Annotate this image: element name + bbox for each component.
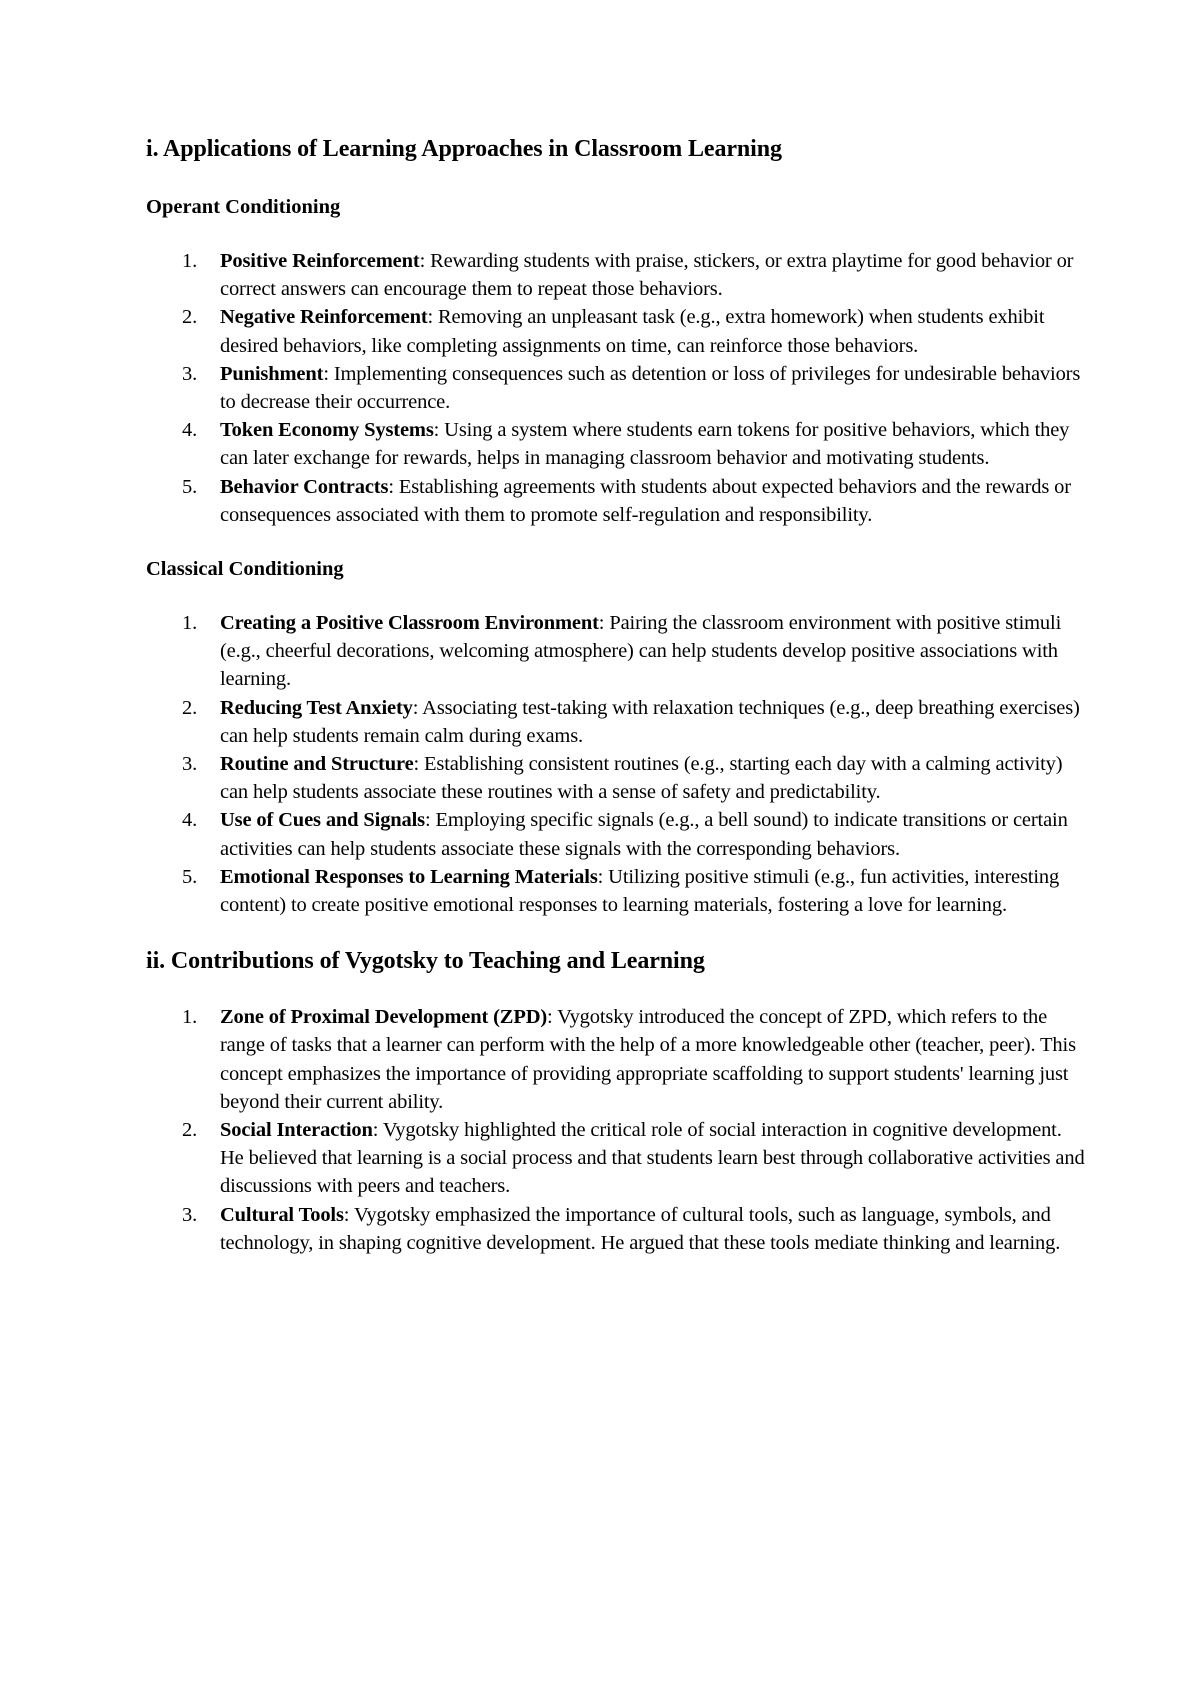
- item-number: 4.: [182, 419, 198, 442]
- item-number: 1.: [182, 612, 198, 635]
- section-title-applications: i. Applications of Learning Approaches in Classroom Learning: [146, 136, 782, 162]
- item-text: : Utilizing positive stimuli (e.g., fun activities, interesting content) to create positive emotional responses to learning materials, fostering a love for learning.: [220, 865, 1060, 917]
- item-text: : Pairing the classroom environment with positive stimuli (e.g., cheerful decorations, welcoming atmosphere) can help students develop positive associations with learning.: [220, 612, 1062, 691]
- item-text: : Associating test-taking with relaxation techniques (e.g., deep breathing exercises) can help students remain calm during exams.: [220, 696, 1080, 747]
- section-title-vygotsky: ii. Contributions of Vygotsky to Teaching and Learning: [146, 948, 705, 975]
- classical-list: [146, 609, 1086, 919]
- item-number: 4.: [182, 809, 198, 832]
- subsection-title-classical: Classical Conditioning: [146, 558, 344, 581]
- item-term: Routine and Structure: [220, 753, 414, 776]
- item-number: 3.: [182, 1203, 198, 1226]
- list-item: [146, 750, 1086, 806]
- item-text: : Establishing consistent routines (e.g., starting each day with a calming activity) can help students associate these routines with a sense of safety and predictability.: [220, 753, 1063, 804]
- item-number: 5.: [182, 475, 198, 498]
- item-term: Reducing Test Anxiety: [220, 696, 413, 719]
- item-text: : Establishing agreements with students about expected behaviors and the rewards or consequences associated with them to promote self-regulation and responsibility.: [220, 475, 1071, 526]
- list-item: [146, 416, 1086, 472]
- item-number: 1.: [182, 1006, 198, 1029]
- list-item: [146, 473, 1086, 529]
- subsection-title-operant: Operant Conditioning: [146, 196, 341, 218]
- item-term: Negative Reinforcement: [220, 306, 428, 329]
- item-text: : Rewarding students with praise, stickers, or extra playtime for good behavior or correct answers can encourage them to repeat those behaviors.: [220, 250, 1074, 301]
- list-item: [146, 1116, 1086, 1201]
- list-item: [146, 694, 1086, 750]
- item-text: : Vygotsky introduced the concept of ZPD, which refers to the range of tasks that a learner can perform with the help of a more knowledgeable other (teacher, peer). This concept emphasizes the importance of providing appropriate scaffolding to support students' learning just beyond their current ability.: [220, 1006, 1076, 1113]
- item-term: Creating a Positive Classroom Environment: [220, 612, 599, 635]
- list-item: [146, 247, 1086, 303]
- item-text: : Vygotsky highlighted the critical role of social interaction in cognitive development. He believed that learning is a social process and that students learn best through collaborative activities and discussions with peers and teachers.: [220, 1119, 1085, 1198]
- item-text: : Implementing consequences such as detention or loss of privileges for undesirable behaviors to decrease their occurrence.: [220, 362, 1081, 414]
- item-text: : Employing specific signals (e.g., a bell sound) to indicate transitions or certain activities can help students associate these signals with the corresponding behaviors.: [220, 809, 1068, 860]
- item-term: Emotional Responses to Learning Materials: [220, 865, 598, 888]
- item-number: 2.: [182, 696, 198, 719]
- list-item: [146, 1201, 1086, 1257]
- item-term: Use of Cues and Signals: [220, 809, 426, 832]
- item-term: Social Interaction: [220, 1119, 373, 1142]
- item-term: Zone of Proximal Development (ZPD): [220, 1006, 548, 1029]
- item-text: : Removing an unpleasant task (e.g., extra homework) when students exhibit desired behaviors, like completing assignments on time, can reinforce those behaviors.: [220, 306, 1045, 357]
- document-page: [146, 133, 1086, 1257]
- list-item: [146, 360, 1086, 416]
- list-item: [146, 609, 1086, 694]
- vygotsky-list: [146, 1003, 1086, 1257]
- item-number: 2.: [182, 1119, 198, 1142]
- item-term: Token Economy Systems: [220, 419, 434, 442]
- item-term: Behavior Contracts: [220, 475, 389, 498]
- item-text: : Using a system where students earn tokens for positive behaviors, which they can later exchange for rewards, helps in managing classroom behavior and motivating students.: [220, 419, 1070, 470]
- operant-list: [146, 247, 1086, 529]
- list-item: [146, 1003, 1086, 1116]
- item-term: Punishment: [220, 362, 324, 385]
- item-text: : Vygotsky emphasized the importance of cultural tools, such as language, symbols, and technology, in shaping cognitive development. He argued that these tools mediate thinking and learning.: [220, 1203, 1061, 1254]
- item-number: 5.: [182, 865, 198, 888]
- item-number: 2.: [182, 306, 198, 329]
- list-item: [146, 863, 1086, 919]
- item-number: 3.: [182, 362, 198, 385]
- item-number: 1.: [182, 250, 198, 272]
- item-term: Positive Reinforcement: [220, 250, 420, 272]
- list-item: [146, 806, 1086, 862]
- item-number: 3.: [182, 753, 198, 776]
- item-term: Cultural Tools: [220, 1203, 344, 1226]
- list-item: [146, 303, 1086, 359]
